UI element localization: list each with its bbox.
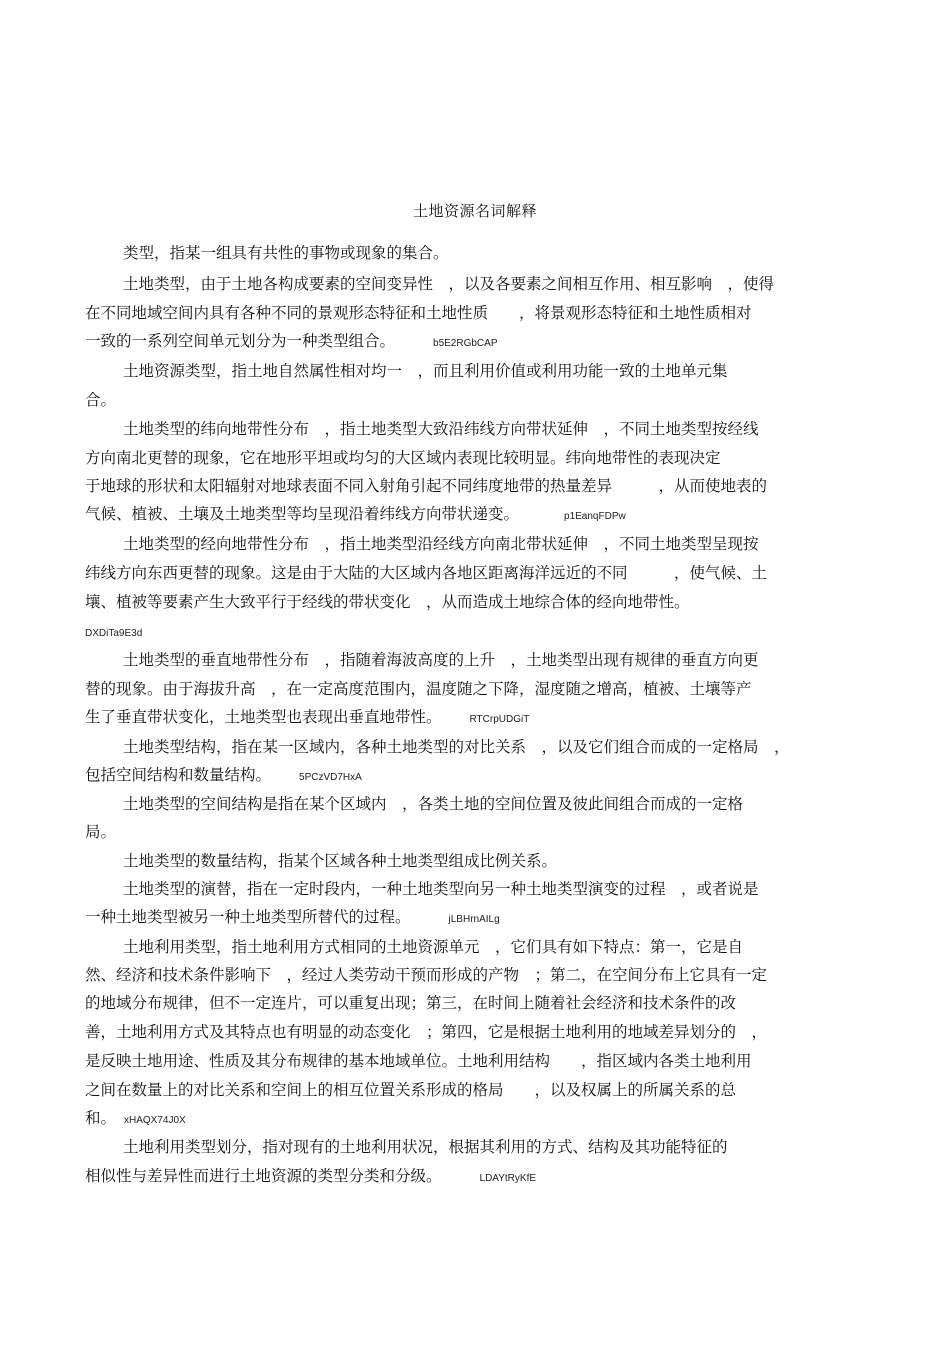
- paragraph-line: 壤、植被等要素产生大致平行于经线的带状变化 ，从而造成土地综合体的经向地带性。: [85, 593, 690, 611]
- paragraph-line: 土地类型的经向地带性分布 ，指土地类型沿经线方向南北带状延伸 ，不同土地类型呈现按: [123, 535, 759, 553]
- paragraph-line: 土地类型，由于土地各构成要素的空间变异性 ，以及各要素之间相互作用、相互影响 ，使得: [123, 275, 775, 293]
- paragraph-line: 是反映土地用途、性质及其分布规律的基本地域单位。土地利用结构 ，指区域内各类土地利用: [85, 1052, 752, 1070]
- paragraph-line: 之间在数量上的对比关系和空间上的相互位置关系形成的格局 ，以及权属上的所属关系的总: [85, 1081, 737, 1099]
- page-title: 土地资源名词解释: [412, 202, 537, 220]
- doc-code: RTCrpUDGiT: [469, 714, 530, 725]
- paragraph-line: 一致的一系列空间单元划分为一种类型组合。 b5E2RGbCAP: [85, 332, 498, 350]
- doc-code: jLBHrnAILg: [448, 914, 500, 925]
- paragraph-line: 在不同地域空间内具有各种不同的景观形态特征和土地性质 ，将景观形态特征和土地性质相对: [85, 304, 752, 322]
- paragraph-line: 善，土地利用方式及其特点也有明显的动态变化 ；第四，它是根据土地利用的地域差异划分的 ，: [85, 1023, 768, 1041]
- paragraph-line: 生了垂直带状变化，土地类型也表现出垂直地带性。 RTCrpUDGiT: [85, 708, 530, 726]
- paragraph-line: 土地类型结构，指在某一区域内，各种土地类型的对比关系 ，以及它们组合而成的一定格局 ，: [123, 738, 790, 756]
- paragraph-line: 土地类型的垂直地带性分布 ，指随着海波高度的上升 ，土地类型出现有规律的垂直方向更: [123, 651, 759, 669]
- paragraph-line: 合。: [85, 391, 117, 409]
- paragraph-line: 纬线方向东西更替的现象。这是由于大陆的大区域内各地区距离海洋远近的不同 ，使气候、土: [85, 564, 768, 582]
- doc-code: DXDiTa9E3d: [85, 628, 143, 639]
- paragraph-line: 土地利用类型，指土地利用方式相同的土地资源单元 ，它们具有如下特点：第一，它是自: [123, 938, 744, 956]
- paragraph-line: 土地类型的演替，指在一定时段内，一种土地类型向另一种土地类型演变的过程 ，或者说是: [123, 880, 759, 898]
- paragraph-line: 然、经济和技术条件影响下 ，经过人类劳动干预而形成的产物 ；第二，在空间分布上它具有一定: [85, 966, 768, 984]
- paragraph-line: 相似性与差异性而进行土地资源的类型分类和分级。 LDAYtRyKfE: [85, 1167, 537, 1185]
- paragraph-line: 的地域分布规律，但不一定连片，可以重复出现；第三，在时间上随着社会经济和技术条件的改: [85, 994, 737, 1012]
- paragraph-line: 土地类型的空间结构是指在某个区域内 ，各类土地的空间位置及彼此间组合而成的一定格: [123, 795, 744, 813]
- paragraph-line: 于地球的形状和太阳辐射对地球表面不同入射角引起不同纬度地带的热量差异 ，从而使地表的: [85, 477, 768, 495]
- doc-code: xHAQX74J0X: [124, 1115, 186, 1126]
- paragraph-line: 局。: [85, 823, 117, 841]
- paragraph-line: 包括空间结构和数量结构。 5PCzVD7HxA: [85, 766, 362, 784]
- paragraph-line: 一种土地类型被另一种土地类型所替代的过程。 jLBHrnAILg: [85, 908, 500, 926]
- paragraph-line: 土地类型的数量结构，指某个区域各种土地类型组成比例关系。: [123, 852, 558, 870]
- paragraph-line: 气候、植被、土壤及土地类型等均呈现沿着纬线方向带状递变。 p1EanqFDPw: [85, 505, 626, 523]
- paragraph-line: 替的现象。由于海拔升高 ，在一定高度范围内，温度随之下降，湿度随之增高，植被、土壤等产: [85, 680, 752, 698]
- paragraph-line: 土地资源类型，指土地自然属性相对均一 ，而且利用价值或利用功能一致的土地单元集: [123, 362, 728, 380]
- paragraph-line: 土地类型的纬向地带性分布 ，指土地类型大致沿纬线方向带状延伸 ，不同土地类型按经线: [123, 420, 759, 438]
- paragraph-line: 土地利用类型划分，指对现有的土地利用状况，根据其利用的方式、结构及其功能特征的: [123, 1138, 728, 1156]
- doc-code: b5E2RGbCAP: [433, 338, 498, 349]
- paragraph-line: 和。 xHAQX74J0X: [85, 1109, 186, 1127]
- doc-code: LDAYtRyKfE: [479, 1173, 537, 1184]
- paragraph-line: 类型，指某一组具有共性的事物或现象的集合。: [123, 244, 449, 262]
- doc-code: 5PCzVD7HxA: [299, 772, 362, 783]
- doc-code: p1EanqFDPw: [564, 511, 626, 522]
- paragraph-line: 方向南北更替的现象，它在地形平坦或均匀的大区域内表现比较明显。纬向地带性的表现决定: [85, 449, 721, 467]
